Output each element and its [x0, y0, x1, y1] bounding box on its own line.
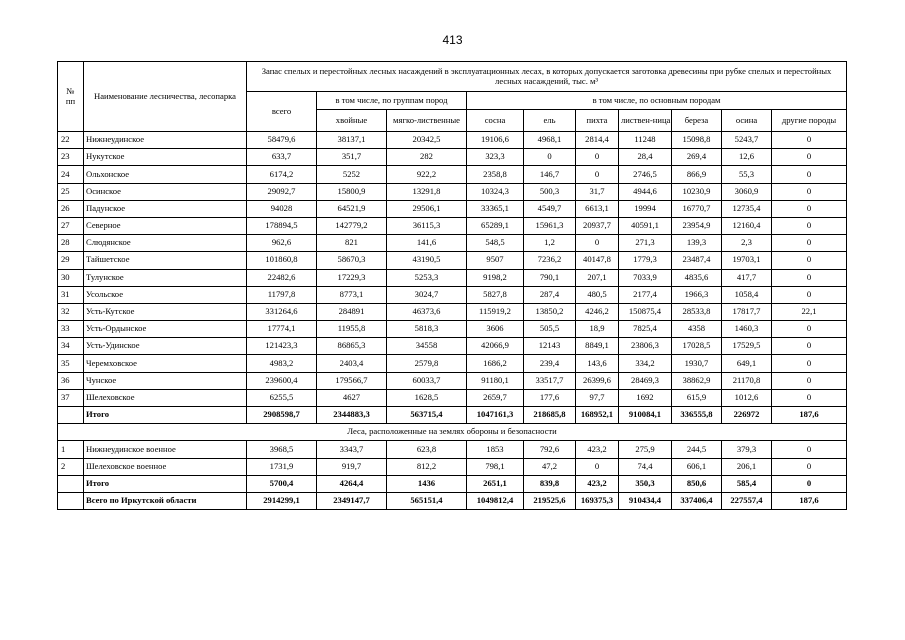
row-number: 31 [58, 286, 84, 303]
row-value: 91180,1 [467, 372, 524, 389]
row-value: 2403,4 [317, 355, 387, 372]
row-value: 7236,2 [524, 252, 576, 269]
row-value: 4983,2 [247, 355, 317, 372]
row-value: 178894,5 [247, 217, 317, 234]
table-row [58, 235, 847, 252]
row-value: 177,6 [524, 389, 576, 406]
row-value: 6255,5 [247, 389, 317, 406]
row-value: 101860,8 [247, 252, 317, 269]
row-value: 40147,8 [576, 252, 619, 269]
row-value: 269,4 [672, 149, 722, 166]
row-value: 2746,5 [619, 166, 672, 183]
col-header: хвойные [317, 110, 387, 132]
row-value: 0 [772, 149, 847, 166]
row-value: 9198,2 [467, 269, 524, 286]
row-value: 2177,4 [619, 286, 672, 303]
header-main: Запас спелых и перестойных лесных насаждений в эксплуатационных лесах, в которых допускается заготовка древесины при рубке спелых и перестойных лесных насаждений, тыс. м³ [247, 62, 847, 92]
row-value: 1731,9 [247, 458, 317, 475]
table-row [58, 252, 847, 269]
row-number: 24 [58, 166, 84, 183]
row-value: 5827,8 [467, 286, 524, 303]
row-value: 179566,7 [317, 372, 387, 389]
row-value: 13850,2 [524, 303, 576, 320]
row-value: 141,6 [387, 235, 467, 252]
header-by-species: в том числе, по основным породам [467, 92, 847, 110]
row-number: 28 [58, 235, 84, 252]
row-name: Черемховское [84, 355, 247, 372]
row-name: Ольхонское [84, 166, 247, 183]
row-value: 12143 [524, 338, 576, 355]
row-value: 0 [772, 372, 847, 389]
col-header: пихта [576, 110, 619, 132]
row-value: 2349147,7 [317, 492, 387, 509]
col-header: мягко-лиственные [387, 110, 467, 132]
row-name: Шелеховское [84, 389, 247, 406]
row-value: 19994 [619, 200, 672, 217]
row-value: 23806,3 [619, 338, 672, 355]
row-value: 20937,7 [576, 217, 619, 234]
row-value: 121423,3 [247, 338, 317, 355]
row-value: 244,5 [672, 441, 722, 458]
row-number: 26 [58, 200, 84, 217]
row-value: 0 [576, 149, 619, 166]
row-value: 3968,5 [247, 441, 317, 458]
row-value: 275,9 [619, 441, 672, 458]
row-number: 33 [58, 321, 84, 338]
table-row [58, 286, 847, 303]
row-value: 922,2 [387, 166, 467, 183]
row-value: 2579,8 [387, 355, 467, 372]
row-value: 505,5 [524, 321, 576, 338]
row-value: 0 [772, 338, 847, 355]
row-value: 0 [772, 132, 847, 149]
table-row [58, 372, 847, 389]
header-total: всего [247, 92, 317, 132]
row-value: 5818,3 [387, 321, 467, 338]
row-value: 187,6 [772, 492, 847, 509]
forest-stock-table [57, 61, 847, 510]
row-value: 0 [772, 286, 847, 303]
row-value: 219525,6 [524, 492, 576, 509]
row-value: 350,3 [619, 475, 672, 492]
row-name: Тайшетское [84, 252, 247, 269]
row-value: 38862,9 [672, 372, 722, 389]
row-value: 633,7 [247, 149, 317, 166]
row-value: 22482,6 [247, 269, 317, 286]
row-value: 34558 [387, 338, 467, 355]
row-value: 17028,5 [672, 338, 722, 355]
row-value: 423,2 [576, 441, 619, 458]
row-value: 615,9 [672, 389, 722, 406]
table-row [58, 475, 847, 492]
row-value: 31,7 [576, 183, 619, 200]
row-value: 0 [772, 389, 847, 406]
row-value: 271,3 [619, 235, 672, 252]
table-row [58, 321, 847, 338]
row-value: 1966,3 [672, 286, 722, 303]
row-name: Шелеховское военное [84, 458, 247, 475]
row-name: Падунское [84, 200, 247, 217]
row-number: 25 [58, 183, 84, 200]
row-value: 962,6 [247, 235, 317, 252]
row-value: 4944,6 [619, 183, 672, 200]
row-name: Усть-Кутское [84, 303, 247, 320]
row-number [58, 475, 84, 492]
table-row [58, 183, 847, 200]
row-value: 910434,4 [619, 492, 672, 509]
row-value: 623,8 [387, 441, 467, 458]
row-value: 1853 [467, 441, 524, 458]
row-value: 29506,1 [387, 200, 467, 217]
row-value: 839,8 [524, 475, 576, 492]
row-name: Усть-Удинское [84, 338, 247, 355]
row-number: 37 [58, 389, 84, 406]
row-value: 351,7 [317, 149, 387, 166]
row-value: 4627 [317, 389, 387, 406]
row-value: 168952,1 [576, 407, 619, 424]
row-value: 10230,9 [672, 183, 722, 200]
row-value: 187,6 [772, 407, 847, 424]
row-value: 417,7 [722, 269, 772, 286]
row-value: 97,7 [576, 389, 619, 406]
table-row [58, 200, 847, 217]
row-value: 15800,9 [317, 183, 387, 200]
row-value: 4549,7 [524, 200, 576, 217]
row-number: 22 [58, 132, 84, 149]
row-value: 28533,8 [672, 303, 722, 320]
row-value: 13291,8 [387, 183, 467, 200]
row-number: 23 [58, 149, 84, 166]
row-value: 0 [576, 458, 619, 475]
section-title: Леса, расположенные на землях обороны и безопасности [58, 424, 847, 441]
row-value: 42066,9 [467, 338, 524, 355]
row-value: 323,3 [467, 149, 524, 166]
row-value: 4246,2 [576, 303, 619, 320]
row-value: 22,1 [772, 303, 847, 320]
row-value: 239,4 [524, 355, 576, 372]
row-value: 0 [772, 183, 847, 200]
row-number: 27 [58, 217, 84, 234]
table-row [58, 389, 847, 406]
row-number [58, 407, 84, 424]
row-value: 2914299,1 [247, 492, 317, 509]
col-header: листвен-ница [619, 110, 672, 132]
table-row [58, 458, 847, 475]
header-num: № пп [58, 62, 84, 132]
row-value: 17817,7 [722, 303, 772, 320]
row-number: 29 [58, 252, 84, 269]
row-value: 26399,6 [576, 372, 619, 389]
row-value: 115919,2 [467, 303, 524, 320]
row-value: 1012,6 [722, 389, 772, 406]
row-value: 1047161,3 [467, 407, 524, 424]
row-name: Нижнеудинское военное [84, 441, 247, 458]
row-value: 5700,4 [247, 475, 317, 492]
row-value: 5252 [317, 166, 387, 183]
row-value: 1692 [619, 389, 672, 406]
row-value: 8849,1 [576, 338, 619, 355]
row-value: 1049812,4 [467, 492, 524, 509]
row-value: 2651,1 [467, 475, 524, 492]
row-value: 5253,3 [387, 269, 467, 286]
header-by-groups: в том числе, по группам пород [317, 92, 467, 110]
row-value: 0 [772, 235, 847, 252]
row-name: Слюдянское [84, 235, 247, 252]
row-value: 2,3 [722, 235, 772, 252]
row-value: 207,1 [576, 269, 619, 286]
header-name: Наименование лесничества, лесопарка [84, 62, 247, 132]
row-value: 812,2 [387, 458, 467, 475]
row-value: 334,2 [619, 355, 672, 372]
row-value: 17529,5 [722, 338, 772, 355]
row-value: 0 [772, 166, 847, 183]
row-value: 33517,7 [524, 372, 576, 389]
row-value: 169375,3 [576, 492, 619, 509]
row-value: 146,7 [524, 166, 576, 183]
row-value: 1460,3 [722, 321, 772, 338]
row-value: 1686,2 [467, 355, 524, 372]
row-value: 21170,8 [722, 372, 772, 389]
row-value: 28,4 [619, 149, 672, 166]
table-row [58, 166, 847, 183]
row-value: 36115,3 [387, 217, 467, 234]
row-value: 28469,3 [619, 372, 672, 389]
row-value: 287,4 [524, 286, 576, 303]
row-value: 12,6 [722, 149, 772, 166]
table-row [58, 441, 847, 458]
col-header: береза [672, 110, 722, 132]
row-name: Нукутское [84, 149, 247, 166]
row-value: 0 [772, 269, 847, 286]
row-value: 206,1 [722, 458, 772, 475]
row-value: 4358 [672, 321, 722, 338]
row-value: 585,4 [722, 475, 772, 492]
row-name: Чунское [84, 372, 247, 389]
row-value: 284891 [317, 303, 387, 320]
row-value: 919,7 [317, 458, 387, 475]
row-value: 4968,1 [524, 132, 576, 149]
row-value: 7033,9 [619, 269, 672, 286]
row-value: 2344883,3 [317, 407, 387, 424]
row-value: 33365,1 [467, 200, 524, 217]
row-value: 0 [772, 217, 847, 234]
table-row [58, 217, 847, 234]
row-value: 1436 [387, 475, 467, 492]
row-value: 58479,6 [247, 132, 317, 149]
row-number: 36 [58, 372, 84, 389]
row-value: 1628,5 [387, 389, 467, 406]
table-row [58, 492, 847, 509]
col-header: осина [722, 110, 772, 132]
row-value: 1779,3 [619, 252, 672, 269]
row-value: 866,9 [672, 166, 722, 183]
row-value: 0 [772, 441, 847, 458]
row-value: 1058,4 [722, 286, 772, 303]
row-value: 0 [524, 149, 576, 166]
row-value: 9507 [467, 252, 524, 269]
row-value: 336555,8 [672, 407, 722, 424]
row-value: 226972 [722, 407, 772, 424]
row-value: 12735,4 [722, 200, 772, 217]
row-name: Нижнеудинское [84, 132, 247, 149]
row-number: 32 [58, 303, 84, 320]
row-value: 565151,4 [387, 492, 467, 509]
row-value: 480,5 [576, 286, 619, 303]
row-value: 821 [317, 235, 387, 252]
row-value: 60033,7 [387, 372, 467, 389]
row-value: 0 [772, 321, 847, 338]
row-name: Итого [84, 407, 247, 424]
row-value: 38137,1 [317, 132, 387, 149]
row-name: Северное [84, 217, 247, 234]
row-value: 379,3 [722, 441, 772, 458]
row-value: 11248 [619, 132, 672, 149]
row-value: 16770,7 [672, 200, 722, 217]
row-value: 55,3 [722, 166, 772, 183]
row-value: 0 [772, 475, 847, 492]
row-value: 2814,4 [576, 132, 619, 149]
row-value: 910084,1 [619, 407, 672, 424]
row-value: 3060,9 [722, 183, 772, 200]
row-value: 423,2 [576, 475, 619, 492]
row-value: 64521,9 [317, 200, 387, 217]
table-row [58, 338, 847, 355]
row-value: 65289,1 [467, 217, 524, 234]
row-value: 20342,5 [387, 132, 467, 149]
row-value: 282 [387, 149, 467, 166]
row-value: 6613,1 [576, 200, 619, 217]
row-value: 86865,3 [317, 338, 387, 355]
row-value: 2908598,7 [247, 407, 317, 424]
row-value: 23954,9 [672, 217, 722, 234]
row-value: 150875,4 [619, 303, 672, 320]
row-value: 46373,6 [387, 303, 467, 320]
row-value: 0 [772, 355, 847, 372]
row-number: 34 [58, 338, 84, 355]
row-number: 1 [58, 441, 84, 458]
row-number [58, 492, 84, 509]
row-value: 2659,7 [467, 389, 524, 406]
row-value: 43190,5 [387, 252, 467, 269]
row-value: 142779,2 [317, 217, 387, 234]
row-name: Осинское [84, 183, 247, 200]
row-name: Усольское [84, 286, 247, 303]
row-value: 7825,4 [619, 321, 672, 338]
row-value: 3343,7 [317, 441, 387, 458]
page-number: 413 [442, 33, 463, 47]
row-value: 11797,8 [247, 286, 317, 303]
row-value: 500,3 [524, 183, 576, 200]
row-value: 798,1 [467, 458, 524, 475]
table-row [58, 132, 847, 149]
row-value: 58670,3 [317, 252, 387, 269]
row-value: 0 [576, 166, 619, 183]
row-value: 337406,4 [672, 492, 722, 509]
row-value: 74,4 [619, 458, 672, 475]
row-value: 239600,4 [247, 372, 317, 389]
row-value: 0 [772, 200, 847, 217]
row-value: 47,2 [524, 458, 576, 475]
row-value: 11955,8 [317, 321, 387, 338]
row-name: Итого [84, 475, 247, 492]
row-name: Всего по Иркутской области [84, 492, 247, 509]
row-value: 4835,6 [672, 269, 722, 286]
row-value: 227557,4 [722, 492, 772, 509]
row-value: 3024,7 [387, 286, 467, 303]
row-value: 40591,1 [619, 217, 672, 234]
table-row [58, 269, 847, 286]
row-value: 1930,7 [672, 355, 722, 372]
col-header: сосна [467, 110, 524, 132]
row-value: 0 [772, 252, 847, 269]
row-value: 94028 [247, 200, 317, 217]
row-value: 18,9 [576, 321, 619, 338]
table-row [58, 407, 847, 424]
row-value: 17229,3 [317, 269, 387, 286]
row-value: 8773,1 [317, 286, 387, 303]
row-value: 17774,1 [247, 321, 317, 338]
col-header: ель [524, 110, 576, 132]
table-row [58, 303, 847, 320]
row-value: 29092,7 [247, 183, 317, 200]
row-value: 331264,6 [247, 303, 317, 320]
row-value: 15961,3 [524, 217, 576, 234]
row-value: 790,1 [524, 269, 576, 286]
row-value: 0 [772, 458, 847, 475]
row-value: 143,6 [576, 355, 619, 372]
section-row [58, 424, 847, 441]
row-number: 30 [58, 269, 84, 286]
row-value: 19703,1 [722, 252, 772, 269]
row-number: 2 [58, 458, 84, 475]
row-value: 3606 [467, 321, 524, 338]
row-value: 139,3 [672, 235, 722, 252]
row-value: 5243,7 [722, 132, 772, 149]
row-value: 23487,4 [672, 252, 722, 269]
row-value: 850,6 [672, 475, 722, 492]
table-row [58, 149, 847, 166]
row-value: 19106,6 [467, 132, 524, 149]
row-value: 792,6 [524, 441, 576, 458]
row-value: 0 [576, 235, 619, 252]
row-value: 10324,3 [467, 183, 524, 200]
row-value: 649,1 [722, 355, 772, 372]
row-value: 12160,4 [722, 217, 772, 234]
row-value: 606,1 [672, 458, 722, 475]
row-value: 218685,8 [524, 407, 576, 424]
col-header: другие породы [772, 110, 847, 132]
row-value: 548,5 [467, 235, 524, 252]
row-name: Усть-Ордынское [84, 321, 247, 338]
row-value: 563715,4 [387, 407, 467, 424]
row-number: 35 [58, 355, 84, 372]
row-value: 15098,8 [672, 132, 722, 149]
row-value: 6174,2 [247, 166, 317, 183]
row-name: Тулунское [84, 269, 247, 286]
row-value: 1,2 [524, 235, 576, 252]
row-value: 2358,8 [467, 166, 524, 183]
table-row [58, 355, 847, 372]
row-value: 4264,4 [317, 475, 387, 492]
